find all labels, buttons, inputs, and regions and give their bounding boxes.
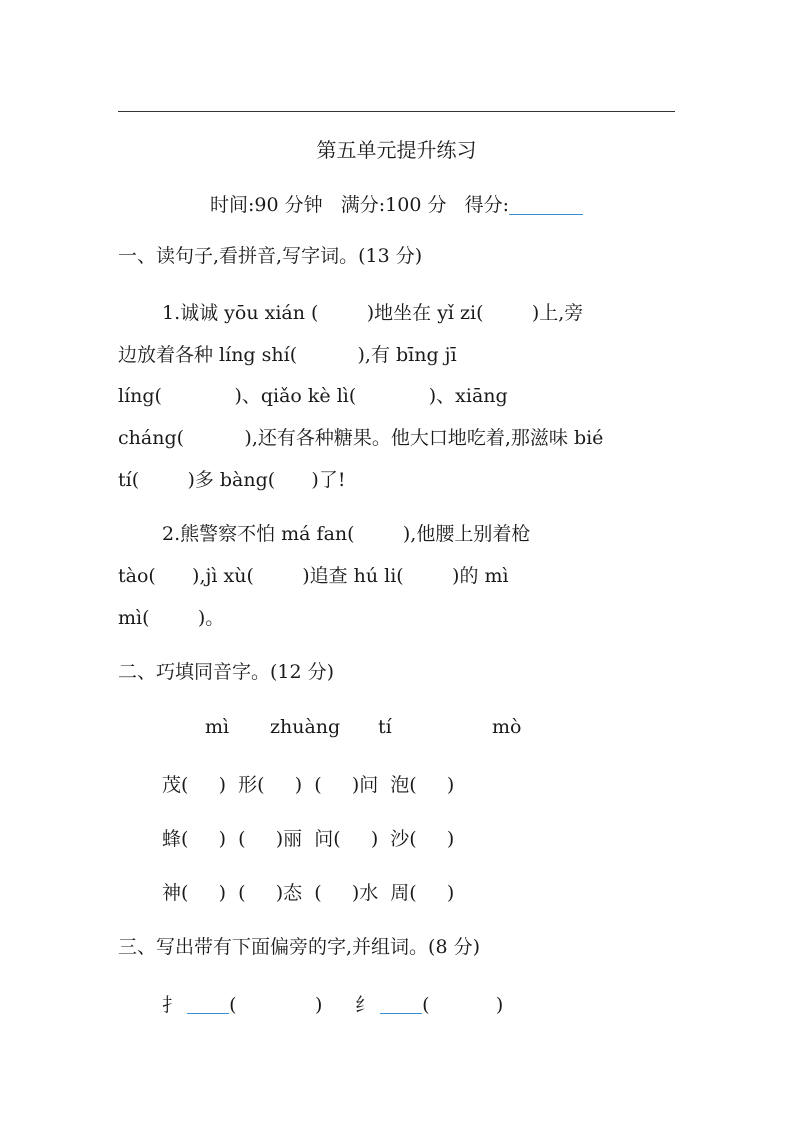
score-label: 得分:	[464, 194, 509, 216]
page-title: 第五单元提升练习	[316, 138, 477, 162]
score-blank[interactable]	[509, 194, 583, 215]
q2-line-1: 2.熊警察不怕 má fan( ),他腰上别着枪	[162, 523, 531, 545]
radical-char: 纟	[355, 994, 375, 1016]
q1-line-5: tí( )多 bàng( )了!	[118, 469, 346, 491]
pinyin-1: mì	[205, 716, 230, 738]
radical-char-blank[interactable]	[380, 995, 422, 1014]
radical-item-2	[355, 990, 503, 1017]
q1-line-2: 边放着各种 líng shí( ),有 bīng jī	[118, 344, 457, 366]
full-score: 满分:100 分	[340, 194, 447, 216]
q1-line-4: cháng( ),还有各种糖果。他大口地吃着,那滋味 bié	[118, 427, 604, 449]
section1-heading: 一、读句子,看拼音,写字词。(13 分)	[118, 245, 423, 267]
pinyin-2: zhuàng	[270, 716, 341, 738]
exam-meta	[0, 190, 793, 217]
q1-line-1: 1.诚诚 yōu xián ( )地坐在 yǐ zi( )上,旁	[162, 302, 584, 324]
q2-line-2: tào( ),jì xù( )追查 hú li( )的 mì	[118, 565, 509, 587]
q1-line-3: líng( )、qiǎo kè lì( )、xiāng	[118, 385, 508, 407]
radical-char: 扌	[162, 994, 182, 1016]
paren-open: (	[229, 994, 237, 1016]
homophone-row-1: 茂( ) 形( ) ( )问 泡( )	[162, 774, 455, 796]
homophone-row-3: 神( ) ( )态 ( )水 周( )	[162, 882, 455, 904]
pinyin-4: mò	[492, 716, 522, 738]
section2-heading: 二、巧填同音字。(12 分)	[118, 661, 335, 683]
section3-heading: 三、写出带有下面偏旁的字,并组词。(8 分)	[118, 936, 480, 958]
paren-open: (	[422, 994, 430, 1016]
homophone-row-2: 蜂( ) ( )丽 问( ) 沙( )	[162, 828, 455, 850]
pinyin-3: tí	[378, 716, 392, 738]
radical-char-blank[interactable]	[187, 995, 229, 1014]
header-rule	[118, 111, 675, 112]
paren-close: )	[315, 994, 323, 1016]
radical-item-1	[162, 990, 322, 1017]
q2-line-3: mì( )。	[118, 607, 225, 629]
time-limit: 时间:90 分钟	[210, 194, 323, 216]
paren-close: )	[495, 994, 504, 1016]
